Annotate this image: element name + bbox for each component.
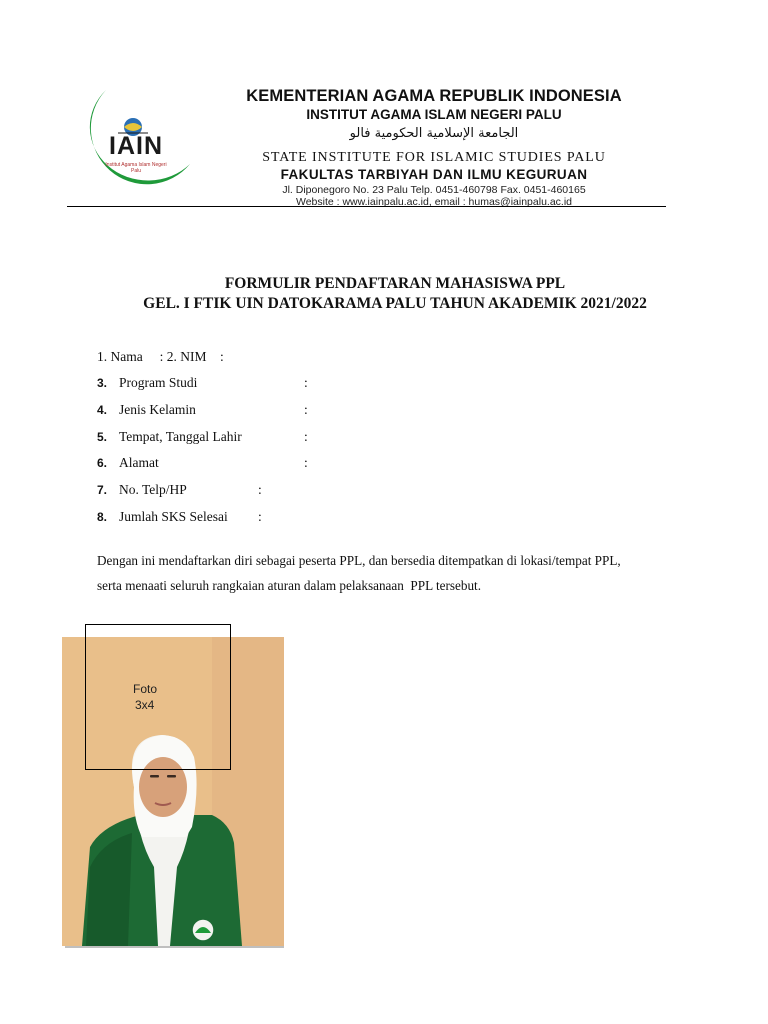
field-label-alamat: Alamat [119,455,159,470]
logo-subtext-city: Palu [130,168,141,174]
field-colon: : [258,482,262,497]
field-number: 4. [97,403,108,417]
photo-placeholder-size: 3x4 [135,698,155,712]
field-colon: : [304,455,308,470]
letterhead-divider [67,206,666,207]
field-label-jumlah-sks: Jumlah SKS Selesai [119,509,228,524]
field-colon: : [304,429,308,444]
logo-text: IAIN [109,132,163,160]
field-label-no-telp: No. Telp/HP [119,482,187,497]
field-number: 3. [97,376,108,390]
field-colon: : [258,509,262,524]
field-label-program-studi: Program Studi [119,375,198,390]
field-number: 6. [97,456,108,470]
field-colon: : [304,402,308,417]
photo-placeholder-label: Foto [133,682,158,696]
field-colon: : [304,375,308,390]
logo-subtext: Institut Agama Islam Negeri [105,162,167,168]
statement-line-2: serta menaati seluruh rangkaian aturan dalam pelaksanaan PPL tersebut. [97,578,482,593]
field-label-jenis-kelamin: Jenis Kelamin [119,402,196,417]
field-number: 7. [97,483,108,497]
statement-line-1: Dengan ini mendaftarkan diri sebagai peserta PPL, dan bersedia ditempatkan di lokasi/tempat PPL, [97,553,621,568]
letterhead-website: Website : www.iainpalu.ac.id, email : humas@iainpalu.ac.id [295,196,572,207]
letterhead-address: Jl. Diponegoro No. 23 Palu Telp. 0451-460798 Fax. 0451-460165 [282,184,586,196]
letterhead-faculty: FAKULTAS TARBIYAH DAN ILMU KEGURUAN [280,167,588,182]
form-subtitle: GEL. I FTIK UIN DATOKARAMA PALU TAHUN AKADEMIK 2021/2022 [143,295,647,312]
field-label-tempat-tanggal-lahir: Tempat, Tanggal Lahir [119,429,242,444]
field-number: 8. [97,510,108,524]
letterhead-ministry: KEMENTERIAN AGAMA REPUBLIK INDONESIA [246,87,622,105]
letterhead-arabic: الجامعة الإسلامية الحكومية فالو [349,126,519,141]
field-nama-nim: 1. Nama : 2. NIM : [97,349,224,364]
form-title: FORMULIR PENDAFTARAN MAHASISWA PPL [224,275,566,292]
letterhead-institute: INSTITUT AGAMA ISLAM NEGERI PALU [306,107,562,122]
letterhead-english: STATE INSTITUTE FOR ISLAMIC STUDIES PALU [262,150,606,165]
field-number: 5. [97,430,108,444]
photo-placeholder-box [85,624,231,770]
